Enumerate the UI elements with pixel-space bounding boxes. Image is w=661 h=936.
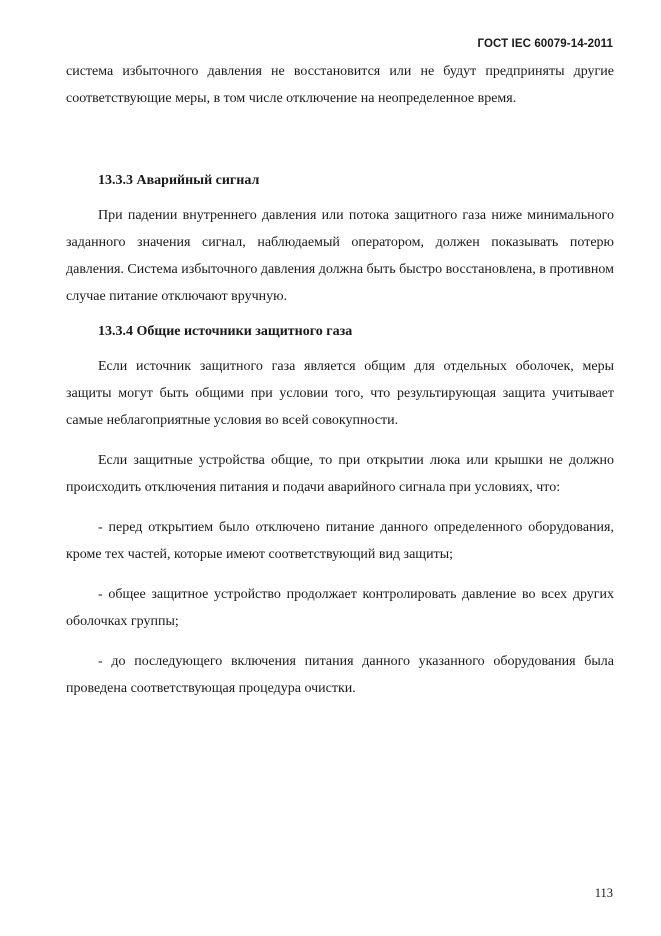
section-heading-13-3-3: 13.3.3 Аварийный сигнал <box>98 173 260 188</box>
document-code-header: ГОСТ IEC 60079-14-2011 <box>477 38 613 50</box>
paragraph-common-devices: Если защитные устройства общие, то при открытии люка или крышки не должно происходить отключения питания и подачи аварийного сигнала при условиях, что: <box>66 453 614 495</box>
list-item: - общее защитное устройство продолжает контролировать давление во всех других оболочках группы; <box>66 587 614 629</box>
section-heading-13-3-4: 13.3.4 Общие источники защитного газа <box>98 324 353 339</box>
alarm-paragraph: При падении внутреннего давления или потока защитного газа ниже минимального заданного значения сигнал, наблюдаемый оператором, должен показывать потерю давления. Система избыточного давления должна быть быстро восстановлена, в противном случае питание отключают вручную. <box>66 208 614 304</box>
page-number: 113 <box>594 886 613 900</box>
list-item: - перед открытием было отключено питание данного определенного оборудования, кроме тех частей, которые имеют соответствующий вид защиты; <box>66 520 614 562</box>
paragraph-common-source: Если источник защитного газа является общим для отдельных оболочек, меры защиты могут быть общими при условии того, что результирующая защита учитывает самые неблагоприятные условия во всей совокупности. <box>66 359 614 428</box>
page-content <box>66 58 614 702</box>
list-item: - до последующего включения питания данного указанного оборудования была проведена соответствующая процедура очистки. <box>66 654 614 696</box>
continuation-paragraph: система избыточного давления не восстановится или не будут предприняты другие соответствующие меры, в том числе отключение на неопределенное время. <box>66 64 614 106</box>
